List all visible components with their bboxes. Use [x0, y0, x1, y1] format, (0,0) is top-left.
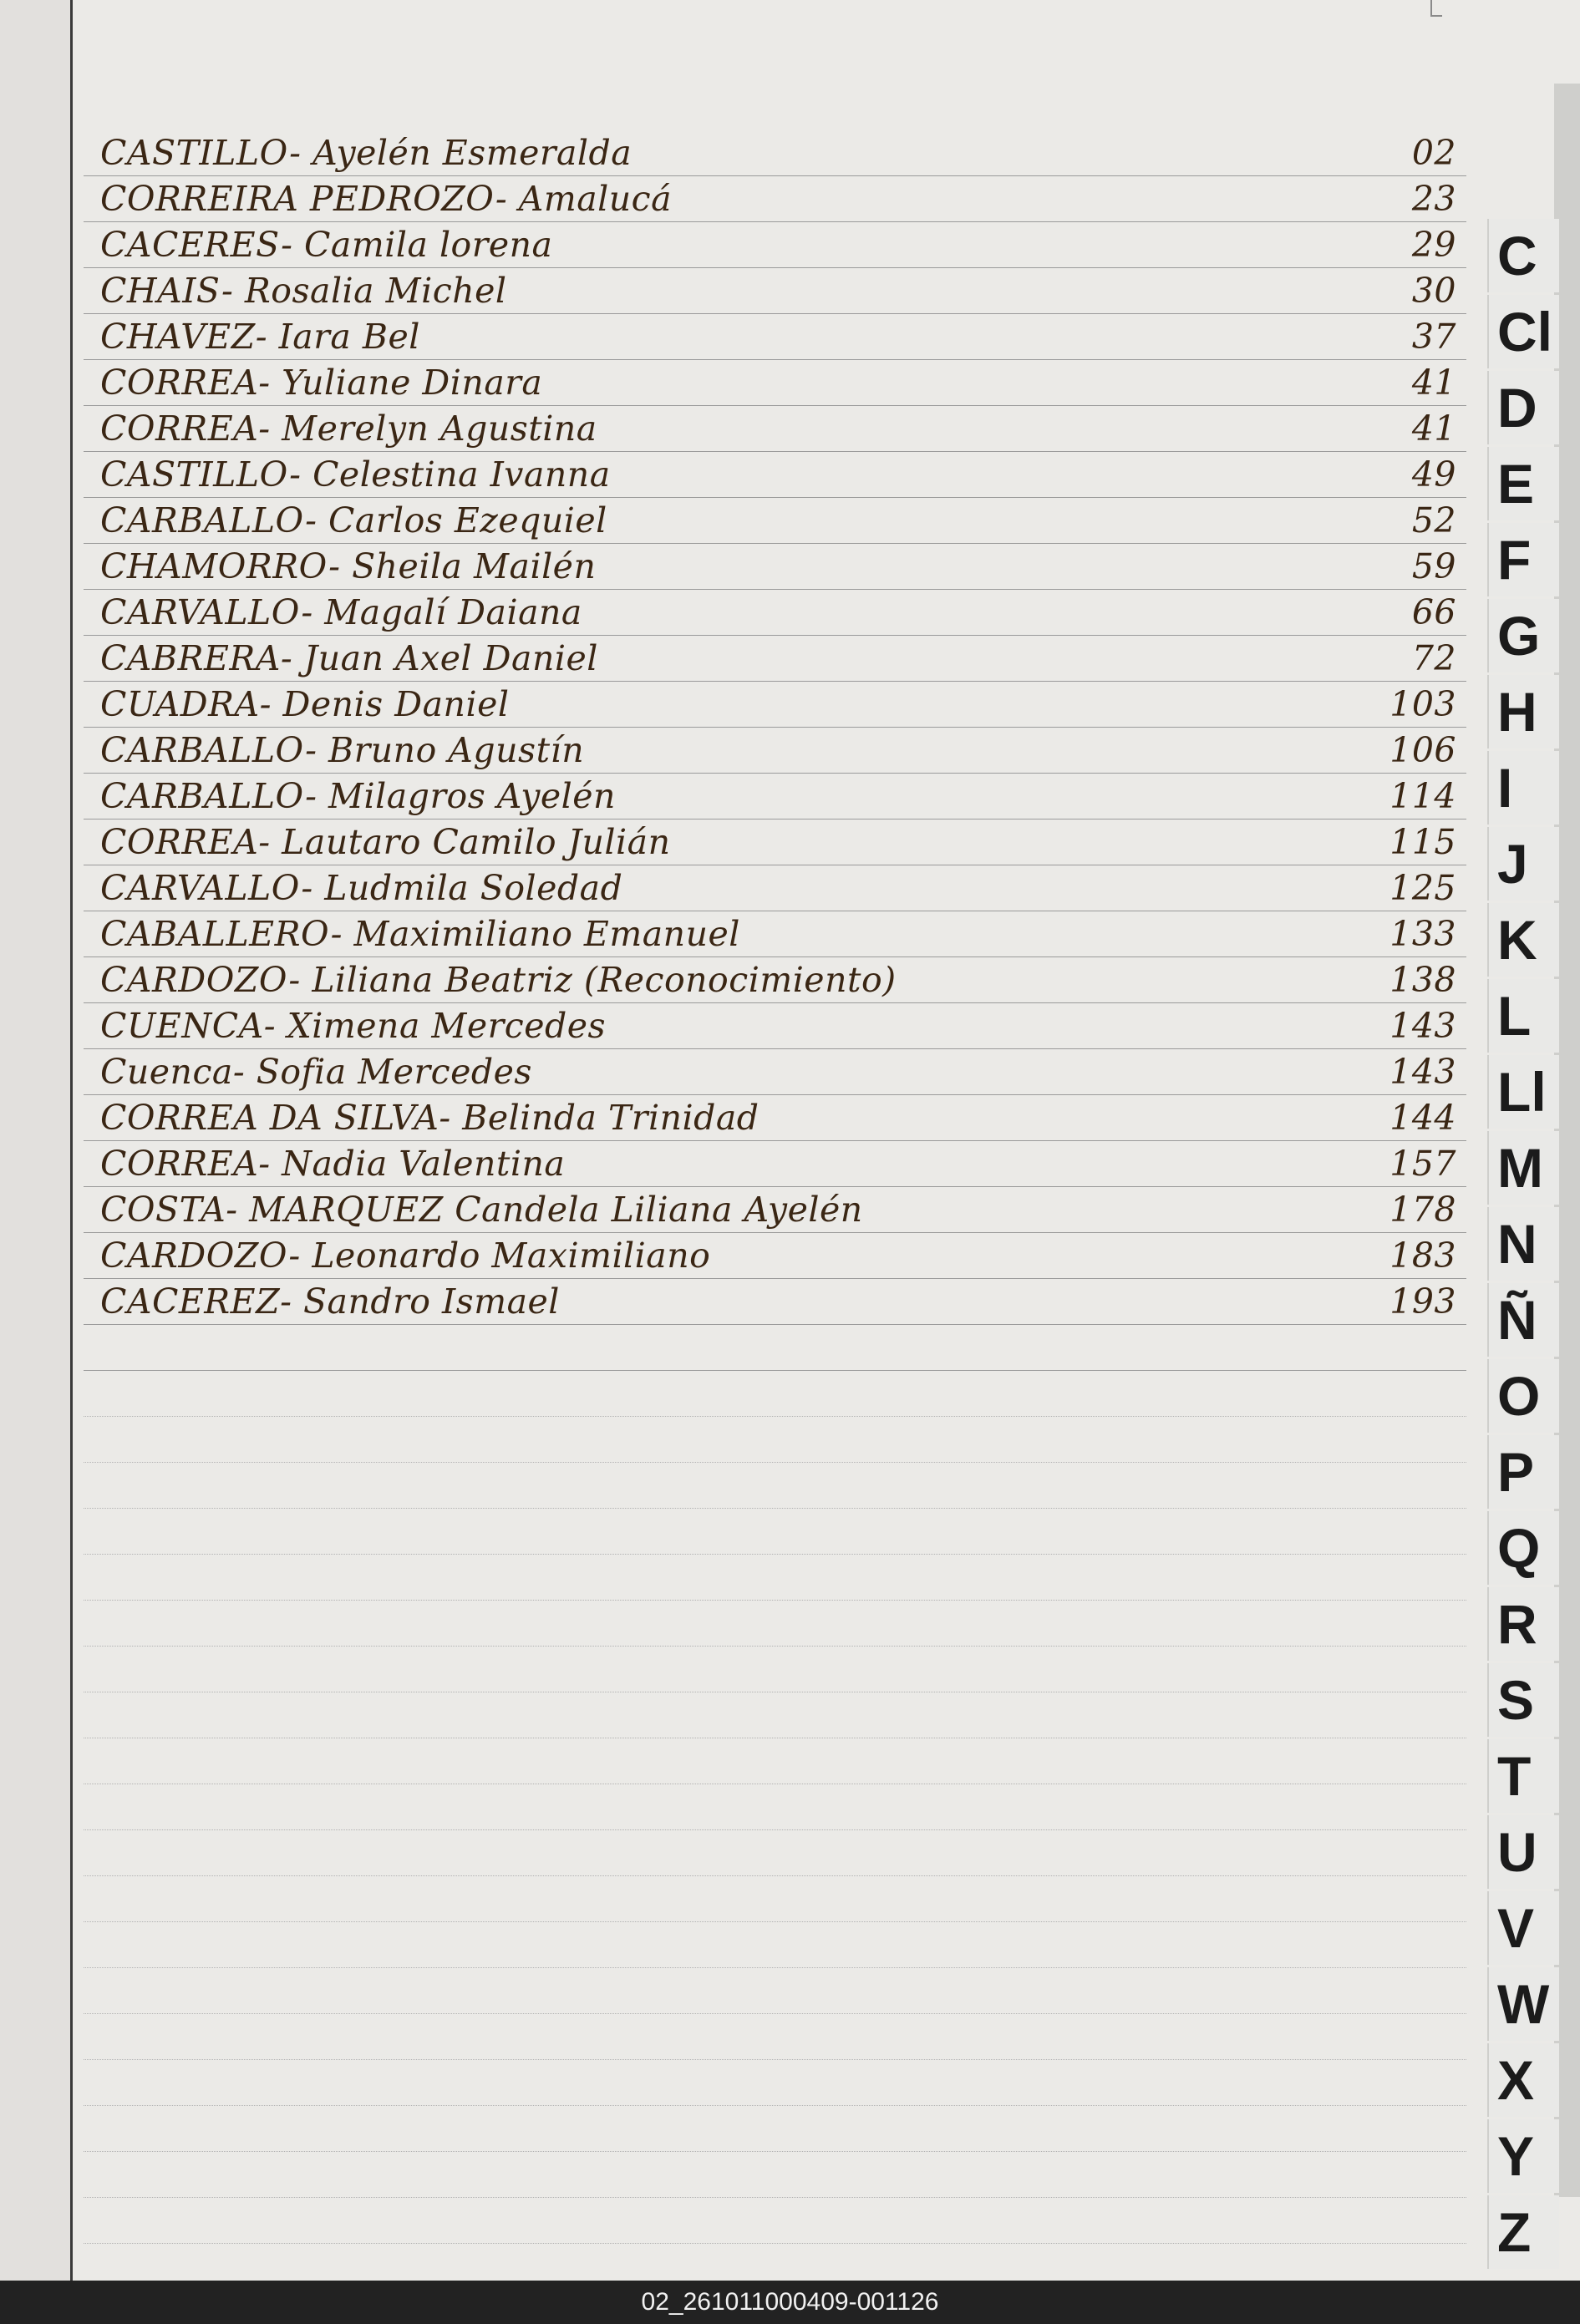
- entry-page-number: 02: [1411, 133, 1456, 173]
- entry-page-number: 183: [1389, 1236, 1456, 1276]
- ruled-line: [84, 1462, 1466, 1463]
- entry-page-number: 41: [1411, 363, 1456, 403]
- index-entry: [100, 724, 1456, 770]
- alphabet-tab[interactable]: L: [1487, 979, 1559, 1053]
- entry-name: CARBALLO- Bruno Agustín: [100, 730, 585, 770]
- entry-name: Cuenca- Sofia Mercedes: [100, 1052, 532, 1092]
- index-entry: [100, 1276, 1456, 1322]
- index-entry: [100, 908, 1456, 954]
- ruled-line: [84, 2151, 1466, 2152]
- entry-page-number: 193: [1389, 1281, 1456, 1322]
- alphabet-tabs: [1487, 219, 1580, 2266]
- entry-name: CUENCA- Ximena Mercedes: [100, 1006, 607, 1046]
- alphabet-tab[interactable]: T: [1487, 1739, 1559, 1813]
- entry-page-number: 103: [1389, 684, 1456, 724]
- index-entry: [100, 678, 1456, 724]
- alphabet-tab[interactable]: O: [1487, 1359, 1559, 1433]
- entry-name: CABRERA- Juan Axel Daniel: [100, 638, 598, 678]
- entry-name: CARBALLO- Milagros Ayelén: [100, 776, 616, 816]
- entry-name: CORREIRA PEDROZO- Amalucá: [100, 179, 673, 219]
- index-entry: [100, 265, 1456, 311]
- entry-page-number: 59: [1411, 546, 1456, 586]
- entry-page-number: 115: [1389, 822, 1456, 862]
- alphabet-tab[interactable]: Y: [1487, 2119, 1559, 2193]
- entry-page-number: 106: [1389, 730, 1456, 770]
- index-entry: [100, 1184, 1456, 1230]
- entry-page-number: 30: [1411, 271, 1456, 311]
- index-entry: [100, 1138, 1456, 1184]
- entry-page-number: 37: [1411, 317, 1456, 357]
- ruled-line: [84, 1508, 1466, 1509]
- entry-page-number: 41: [1411, 408, 1456, 449]
- alphabet-tab[interactable]: I: [1487, 751, 1559, 825]
- entry-name: CHAIS- Rosalia Michel: [100, 271, 507, 311]
- index-entry: [100, 540, 1456, 586]
- ruled-line: [84, 1967, 1466, 1968]
- index-entry: [100, 403, 1456, 449]
- entry-name: CORREA DA SILVA- Belinda Trinidad: [100, 1098, 760, 1138]
- alphabet-tab[interactable]: G: [1487, 599, 1559, 672]
- entry-name: CORREA- Lautaro Camilo Julián: [100, 822, 671, 862]
- alphabet-tab[interactable]: Q: [1487, 1511, 1559, 1585]
- ruled-line: [84, 2105, 1466, 2106]
- ruled-line: [84, 2059, 1466, 2060]
- ruled-line: [84, 1324, 1466, 1325]
- alphabet-tab[interactable]: W: [1487, 1967, 1559, 2041]
- index-entry: [100, 954, 1456, 1000]
- entry-page-number: 72: [1411, 638, 1456, 678]
- entry-page-number: 125: [1389, 868, 1456, 908]
- alphabet-tab[interactable]: K: [1487, 903, 1559, 977]
- index-entry: [100, 449, 1456, 495]
- index-entry: [100, 219, 1456, 265]
- entry-name: CARDOZO- Leonardo Maximiliano: [100, 1236, 711, 1276]
- index-entry: [100, 862, 1456, 908]
- index-entry: [100, 173, 1456, 219]
- entry-page-number: 178: [1389, 1190, 1456, 1230]
- entry-name: CACEREZ- Sandro Ismael: [100, 1281, 560, 1322]
- entry-page-number: 143: [1389, 1006, 1456, 1046]
- alphabet-tab[interactable]: S: [1487, 1663, 1559, 1737]
- index-entry: [100, 1000, 1456, 1046]
- index-entry: [100, 816, 1456, 862]
- ruled-line: [84, 1646, 1466, 1647]
- alphabet-tab[interactable]: D: [1487, 371, 1559, 444]
- alphabet-tab[interactable]: E: [1487, 447, 1559, 520]
- entry-page-number: 49: [1411, 454, 1456, 495]
- entry-name: CARDOZO- Liliana Beatriz (Reconocimiento): [100, 960, 897, 1000]
- alphabet-tab[interactable]: V: [1487, 1891, 1559, 1965]
- ruled-line: [84, 1829, 1466, 1830]
- entry-name: CORREA- Merelyn Agustina: [100, 408, 597, 449]
- index-entry: [100, 1092, 1456, 1138]
- ruled-line: [84, 1416, 1466, 1417]
- ruled-line: [84, 1921, 1466, 1922]
- entry-name: CASTILLO- Celestina Ivanna: [100, 454, 611, 495]
- alphabet-tab[interactable]: U: [1487, 1815, 1559, 1889]
- entry-name: CASTILLO- Ayelén Esmeralda: [100, 133, 633, 173]
- index-entry: [100, 586, 1456, 632]
- entry-name: CORREA- Yuliane Dinara: [100, 363, 543, 403]
- entry-name: CACERES- Camila lorena: [100, 225, 553, 265]
- index-entry: [100, 770, 1456, 816]
- ruled-line: [84, 1370, 1466, 1371]
- index-entry: [100, 357, 1456, 403]
- alphabet-tab[interactable]: M: [1487, 1131, 1559, 1205]
- entry-name: CHAVEZ- Iara Bel: [100, 317, 420, 357]
- alphabet-tab[interactable]: R: [1487, 1587, 1559, 1661]
- ruled-line: [84, 1600, 1466, 1601]
- alphabet-tab[interactable]: P: [1487, 1435, 1559, 1509]
- ruled-line: [84, 1554, 1466, 1555]
- entry-name: CABALLERO- Maximiliano Emanuel: [100, 914, 740, 954]
- ruled-line: [84, 1875, 1466, 1876]
- entry-name: CARVALLO- Ludmila Soledad: [100, 868, 623, 908]
- index-entry: [100, 127, 1456, 173]
- index-entry: [100, 495, 1456, 540]
- ruled-area: [84, 133, 1466, 2281]
- alphabet-tab[interactable]: Cl: [1487, 295, 1559, 368]
- entry-name: CORREA- Nadia Valentina: [100, 1144, 566, 1184]
- entry-page-number: 144: [1389, 1098, 1456, 1138]
- entry-page-number: 66: [1411, 592, 1456, 632]
- alphabet-tab[interactable]: H: [1487, 675, 1559, 748]
- entry-name: CHAMORRO- Sheila Mailén: [100, 546, 597, 586]
- ruled-line: [84, 2197, 1466, 2198]
- alphabet-tab[interactable]: Ñ: [1487, 1283, 1559, 1357]
- entry-name: COSTA- MARQUEZ Candela Liliana Ayelén: [100, 1190, 863, 1230]
- entry-page-number: 29: [1411, 225, 1456, 265]
- entry-page-number: 114: [1389, 776, 1456, 816]
- alphabet-tab[interactable]: N: [1487, 1207, 1559, 1281]
- ruled-line: [84, 2013, 1466, 2014]
- index-entry: [100, 1046, 1456, 1092]
- index-entry: [100, 311, 1456, 357]
- ruled-line: [84, 2243, 1466, 2244]
- page-binding-edge: [0, 0, 73, 2281]
- corner-mark: [1430, 0, 1442, 17]
- entry-name: CUADRA- Denis Daniel: [100, 684, 510, 724]
- entry-page-number: 133: [1389, 914, 1456, 954]
- entry-name: CARVALLO- Magalí Daiana: [100, 592, 582, 632]
- image-id-footer: 02_261011000409-001126: [0, 2281, 1580, 2324]
- entry-page-number: 138: [1389, 960, 1456, 1000]
- entry-page-number: 157: [1389, 1144, 1456, 1184]
- entry-name: CARBALLO- Carlos Ezequiel: [100, 500, 607, 540]
- alphabet-tab[interactable]: Ll: [1487, 1055, 1559, 1129]
- alphabet-tab[interactable]: C: [1487, 219, 1559, 292]
- alphabet-tab[interactable]: J: [1487, 827, 1559, 901]
- entry-page-number: 52: [1411, 500, 1456, 540]
- alphabet-tab[interactable]: Z: [1487, 2195, 1559, 2269]
- alphabet-tab[interactable]: X: [1487, 2043, 1559, 2117]
- index-entry: [100, 632, 1456, 678]
- index-entry: [100, 1230, 1456, 1276]
- entry-page-number: 143: [1389, 1052, 1456, 1092]
- alphabet-tab[interactable]: F: [1487, 523, 1559, 596]
- entry-page-number: 23: [1411, 179, 1456, 219]
